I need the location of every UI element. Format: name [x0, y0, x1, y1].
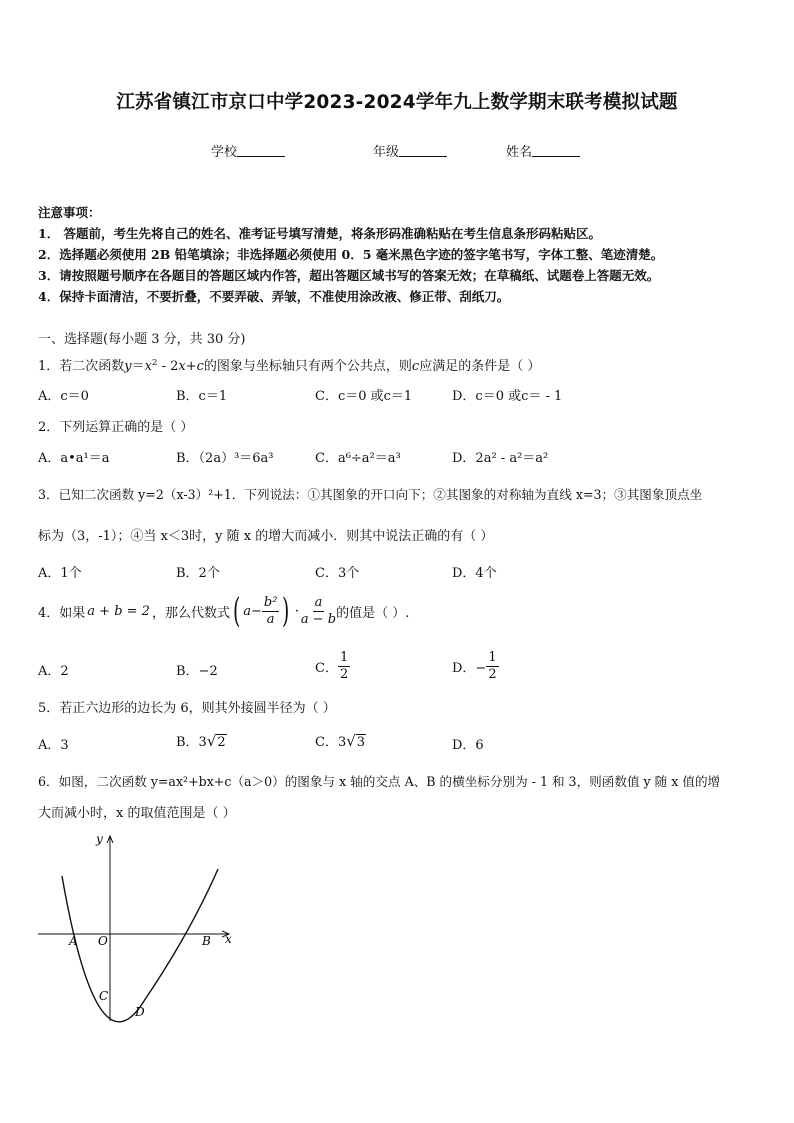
- x-axis-label: x: [225, 932, 232, 946]
- note-item: 4．保持卡面清洁，不要折叠，不要弄破、弄皱，不准使用涂改液、修正带、刮纸刀。: [38, 289, 510, 304]
- point-c-label: C: [99, 989, 109, 1003]
- q3-option-d[interactable]: D．4个: [452, 566, 497, 581]
- school-field[interactable]: [211, 141, 285, 160]
- q4-option-c[interactable]: C． $\frac{1}{2}$: [315, 650, 349, 682]
- page-title: 江苏省镇江市京口中学2023-2024学年九上数学期末联考模拟试题: [116, 92, 678, 113]
- name-field[interactable]: [506, 141, 580, 160]
- q4-option-d[interactable]: D．− $\frac{1}{2}$: [452, 650, 497, 682]
- school-label: 学校: [211, 145, 238, 160]
- point-b-label: B: [202, 934, 211, 948]
- question-3-stem-line1: 3．已知二次函数 y=2（x-3）²+1．下列说法：①其图象的开口向下；②其图象的对称轴为直线 x=3；③其图象顶点坐: [38, 487, 703, 502]
- parabola-graph: [30, 825, 250, 1030]
- q2-option-a[interactable]: A．a•a¹＝a: [38, 451, 110, 466]
- question-5-stem: 5．若正六边形的边长为 6，则其外接圆半径为（ ）: [38, 701, 336, 716]
- q1-option-b[interactable]: B．c＝1: [176, 389, 228, 404]
- section-heading: 一、选择题(每小题 3 分，共 30 分): [38, 332, 246, 347]
- q5-option-a[interactable]: A．3: [38, 738, 69, 753]
- question-1-stem: 1．若二次函数$y=x^2 - 2x+c$的图象与坐标轴只有两个公共点，则c应满足的条件是（ ）: [38, 358, 541, 374]
- note-item: 2．选择题必须使用 2B 铅笔填涂；非选择题必须使用 0．5 毫米黑色字迹的签字笔书写，字体工整、笔迹清楚。: [38, 247, 664, 262]
- note-item: 1． 答题前，考生先将自己的姓名、准考证号填写清楚，将条形码准确粘贴在考生信息条形码粘贴区。: [38, 226, 602, 241]
- parabola-curve: [62, 869, 218, 1022]
- q1-option-a[interactable]: A．c＝0: [38, 389, 89, 404]
- q4-option-b[interactable]: B．−2: [176, 664, 218, 679]
- q5-option-b[interactable]: B．3√2: [176, 732, 226, 750]
- question-6-stem-line1: 6．如图，二次函数 y=ax²+bx+c（a＞0）的图象与 x 轴的交点 A、B 的横坐标分别为 - 1 和 3，则函数值 y 随 x 值的增: [38, 774, 721, 789]
- q5-option-c[interactable]: C．3√3: [315, 732, 366, 750]
- q4-option-a[interactable]: A．2: [38, 664, 69, 679]
- school-blank[interactable]: [237, 144, 285, 157]
- q3-option-b[interactable]: B．2个: [176, 566, 220, 581]
- q5-option-d[interactable]: D．6: [452, 738, 484, 753]
- grade-label: 年级: [373, 145, 400, 160]
- point-d-label: D: [135, 1005, 145, 1019]
- q2-option-b[interactable]: B．（2a）³＝6a³: [176, 451, 274, 466]
- q1-option-c[interactable]: C．c＝0 或c＝1: [315, 389, 413, 404]
- origin-label: O: [98, 934, 108, 948]
- q2-option-c[interactable]: C．a⁶÷a²＝a³: [315, 451, 401, 466]
- name-blank[interactable]: [532, 144, 580, 157]
- notes-heading: 注意事项：: [38, 205, 101, 220]
- y-axis-label: y: [96, 832, 103, 846]
- question-2-stem: 2．下列运算正确的是（ ）: [38, 420, 194, 435]
- q3-option-a[interactable]: A．1个: [38, 566, 82, 581]
- q3-option-c[interactable]: C．3个: [315, 566, 360, 581]
- note-item: 3．请按照题号顺序在各题目的答题区域内作答，超出答题区域书写的答案无效；在草稿纸、试题卷上答题无效。: [38, 268, 660, 283]
- question-6-stem-line2: 大而减小时，x 的取值范围是（ ）: [38, 806, 236, 821]
- grade-blank[interactable]: [399, 144, 447, 157]
- grade-field[interactable]: [373, 141, 447, 160]
- question-4-stem: 4．如果 a + b = 2 ，那么代数式 ( a − $\frac{\text{b²}}{a}$ ) · $\frac{a}{a - b}$ 的值是（ ）.: [38, 591, 410, 631]
- question-3-stem-line2: 标为（3，-1）；④当 x＜3时，y 随 x 的增大而减小．则其中说法正确的有（ ）: [38, 529, 494, 544]
- q1-option-d[interactable]: D．c＝0 或c＝ - 1: [452, 389, 563, 404]
- point-a-label: A: [69, 934, 78, 948]
- name-label: 姓名: [506, 145, 533, 160]
- q2-option-d[interactable]: D．2a² - a²＝a²: [452, 451, 549, 466]
